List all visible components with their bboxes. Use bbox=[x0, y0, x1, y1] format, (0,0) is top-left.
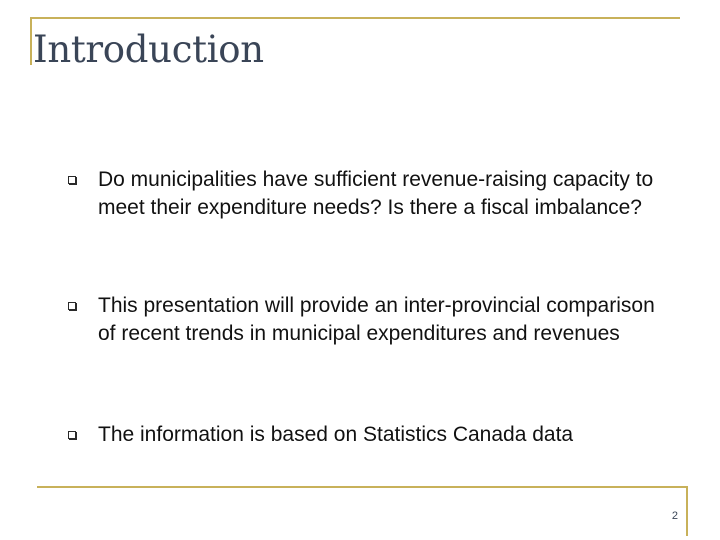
page-number: 2 bbox=[671, 510, 678, 522]
bullet-text: Do municipalities have sufficient revenue-raising capacity to meet their expenditure needs? Is there a fiscal imbalance? bbox=[98, 168, 654, 219]
left-divider bbox=[30, 17, 32, 65]
right-divider bbox=[686, 486, 688, 536]
slide-title: Introduction bbox=[33, 28, 264, 71]
bottom-divider bbox=[37, 486, 687, 488]
bullet-text: The information is based on Statistics Canada data bbox=[98, 423, 574, 446]
hollow-square-icon bbox=[68, 431, 76, 439]
hollow-square-icon bbox=[68, 302, 76, 310]
hollow-square-icon bbox=[68, 176, 76, 184]
top-divider bbox=[30, 17, 680, 19]
bullet-text: This presentation will provide an inter-provincial comparison of recent trends in municipal expenditures and revenues bbox=[98, 294, 655, 345]
